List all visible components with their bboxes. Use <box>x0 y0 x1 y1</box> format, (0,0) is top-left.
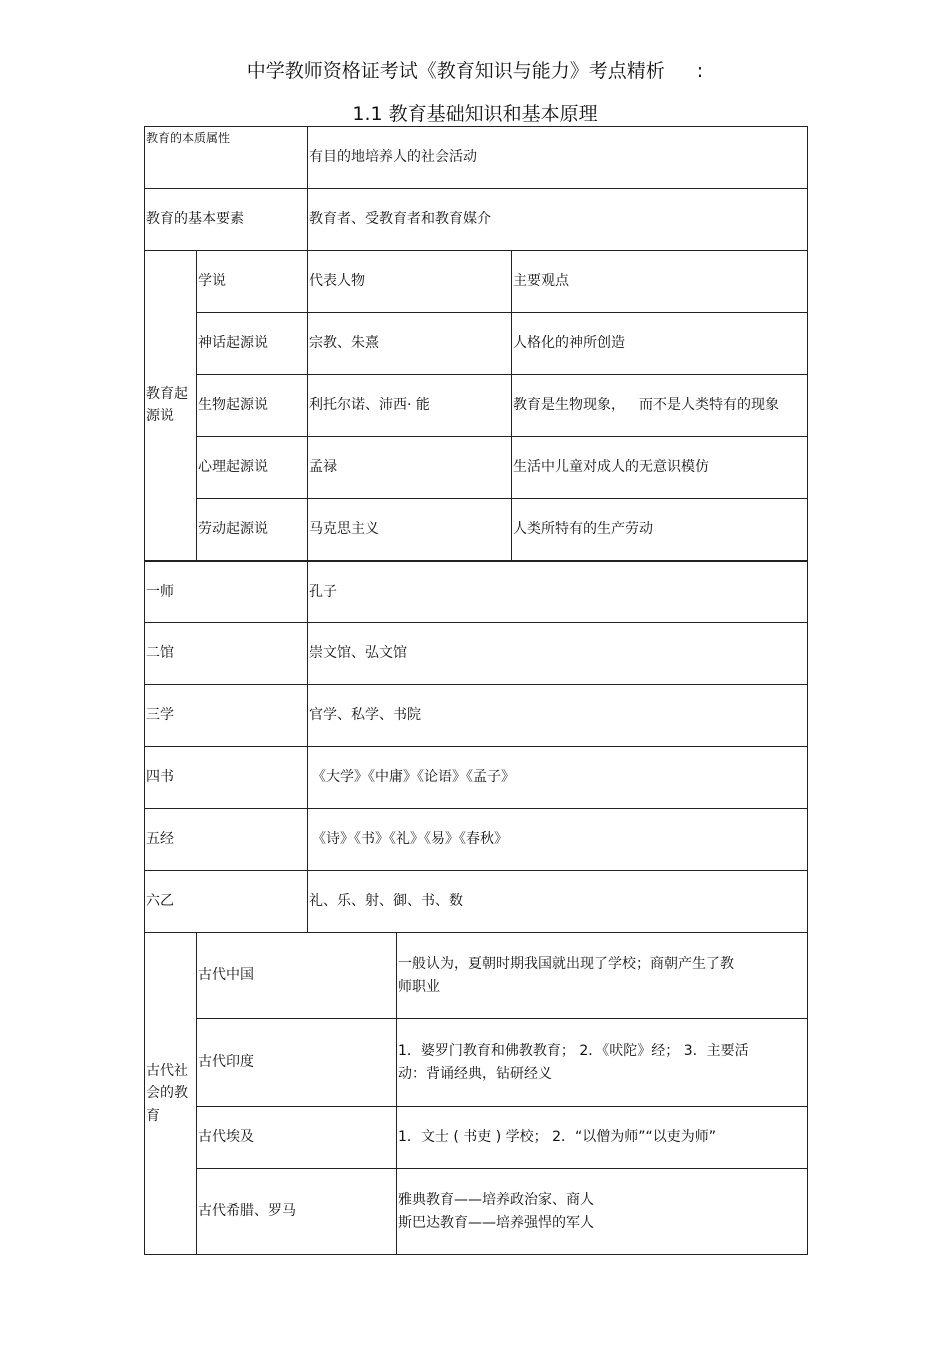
origin-theory: 生物起源说 <box>197 375 308 437</box>
page-title <box>0 56 950 83</box>
ancient-desc-line: 动：背诵经典，钻研经义 <box>398 1065 553 1082</box>
table-row <box>145 623 808 685</box>
ancient-desc-line: 雅典教育——培养政治家、商人 <box>398 1192 595 1209</box>
elements-value: 教育者、受教育者和教育媒介 <box>308 189 808 251</box>
chinese-label: 五经 <box>145 809 308 871</box>
section-title: 1.1 教育基础知识和基本原理 <box>352 103 598 125</box>
essence-value: 有目的地培养人的社会活动 <box>308 127 808 189</box>
chinese-label: 四书 <box>145 747 308 809</box>
origin-header-view: 主要观点 <box>512 251 808 313</box>
chinese-value: 孔子 <box>308 561 808 623</box>
origin-person: 孟禄 <box>308 437 512 499</box>
table-row <box>145 437 808 499</box>
chinese-value: 官学、私学、书院 <box>308 685 808 747</box>
chinese-label: 一师 <box>145 561 308 623</box>
table-row <box>145 313 808 375</box>
chinese-value: 礼、乐、射、御、书、数 <box>308 871 808 933</box>
table-row <box>145 1107 808 1169</box>
ancient-desc-line: 师职业 <box>398 978 441 995</box>
origin-theory: 神话起源说 <box>197 313 308 375</box>
page-title-colon: : <box>696 60 704 82</box>
origin-view: 人类所特有的生产劳动 <box>512 499 808 561</box>
origin-view: 生活中儿童对成人的无意识模仿 <box>512 437 808 499</box>
table-row <box>145 747 808 809</box>
chinese-label: 二馆 <box>145 623 308 685</box>
essence-label: 教育的本质属性 <box>145 127 308 189</box>
ancient-desc <box>397 1169 808 1255</box>
elements-label: 教育的基本要素 <box>145 189 308 251</box>
ancient-region: 古代中国 <box>197 933 397 1019</box>
table-row <box>145 561 808 623</box>
ancient-desc-line: 斯巴达教育——培养强悍的军人 <box>398 1214 595 1231</box>
origin-header-theory: 学说 <box>197 251 308 313</box>
ancient-region: 古代希腊、罗马 <box>197 1169 397 1255</box>
table-row <box>145 1019 808 1107</box>
origin-theory: 心理起源说 <box>197 437 308 499</box>
chinese-label: 三学 <box>145 685 308 747</box>
origin-label: 教育起源说 <box>145 251 197 561</box>
origin-view <box>512 375 808 437</box>
origin-person: 马克思主义 <box>308 499 512 561</box>
chinese-value: 《诗》《书》《礼》《易》《春秋》 <box>308 809 808 871</box>
table-row <box>145 933 808 1019</box>
table-row <box>145 871 808 933</box>
ancient-desc <box>397 1107 808 1169</box>
table-row <box>145 189 808 251</box>
ancient-desc <box>397 933 808 1019</box>
origin-person: 宗教、朱熹 <box>308 313 512 375</box>
origin-person: 利托尔诺、沛西· 能 <box>308 375 512 437</box>
table-row <box>145 685 808 747</box>
ancient-region: 古代印度 <box>197 1019 397 1107</box>
table-row <box>145 127 808 189</box>
chinese-value: 《大学》《中庸》《论语》《孟子》 <box>308 747 808 809</box>
ancient-desc-line: 1．文士 ( 书吏 ) 学校； 2．“以僧为师”“以吏为师” <box>398 1129 717 1146</box>
origin-view-part1: 教育是生物现象， <box>513 397 626 414</box>
origin-view-part2: 而不是人类特有的现象 <box>639 397 780 414</box>
chinese-value: 崇文馆、弘文馆 <box>308 623 808 685</box>
chinese-label: 六乙 <box>145 871 308 933</box>
knowledge-table <box>144 126 808 1255</box>
table-row <box>145 251 808 313</box>
ancient-desc <box>397 1019 808 1107</box>
table-row <box>145 809 808 871</box>
origin-view: 人格化的神所创造 <box>512 313 808 375</box>
table-row <box>145 1169 808 1255</box>
origin-theory: 劳动起源说 <box>197 499 308 561</box>
ancient-desc-line: 一般认为，夏朝时期我国就出现了学校；商朝产生了教 <box>398 956 735 973</box>
ancient-desc-line: 1．婆罗门教育和佛教教育； 2．《吠陀》经； 3．主要活 <box>398 1043 749 1060</box>
ancient-label: 古代社会的教育 <box>145 933 197 1255</box>
page-title-text: 中学教师资格证考试《教育知识与能力》考点精析 <box>246 60 665 82</box>
table-row <box>145 499 808 561</box>
table-row <box>145 375 808 437</box>
origin-header-person: 代表人物 <box>308 251 512 313</box>
ancient-region: 古代埃及 <box>197 1107 397 1169</box>
